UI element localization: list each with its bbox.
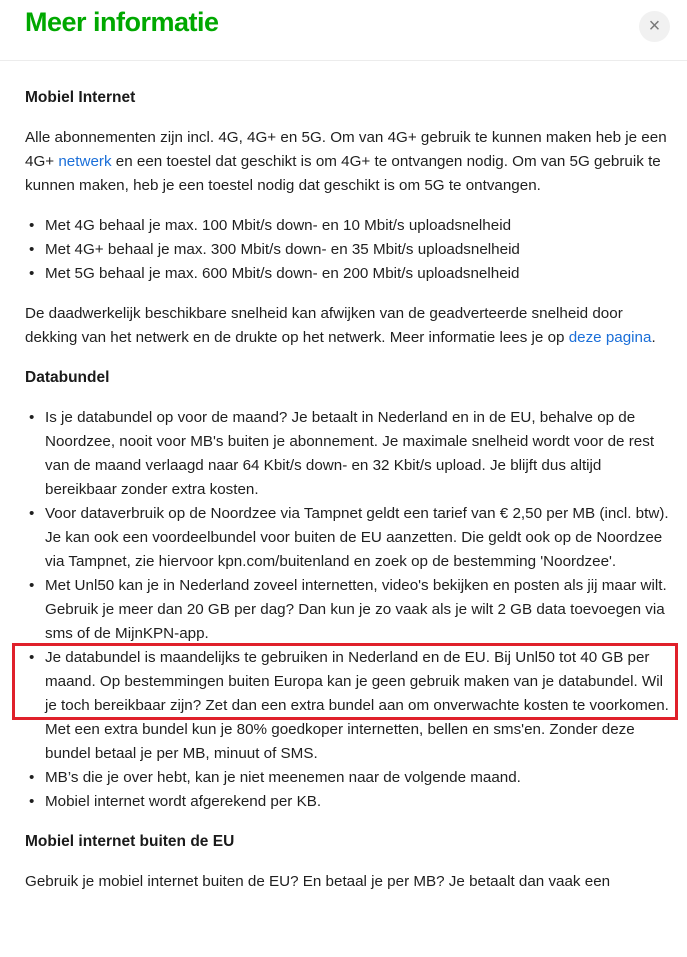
intro-paragraph (25, 126, 675, 198)
section-heading-mobiel-internet: Mobiel Internet (25, 89, 136, 106)
speed-note-text: De daadwerkelijk beschikbare snelheid kan afwijken van de geadverteerde snelheid door dekking van het netwerk en de drukte op het netwerk. Meer informatie lees je op (25, 305, 623, 346)
intro-text-2: en een toestel dat geschikt is om 4G+ te ontvangen nodig. Om van 5G gebruik te kunnen maken, heb je een toestel nodig dat geschikt is om 5G te ontvangen. (25, 153, 661, 194)
list-item: • Is je databundel op voor de maand? Je betaalt in Nederland en in de EU, behalve op de Noordzee, nooit voor MB's buiten je abonnement. Je maximale snelheid wordt voor de rest van de maand verlaagd naar 64 Kbit/s down- en 32 Kbit/s upload. Je blijft dus altijd bereikbaar zonder extra kosten. (25, 406, 675, 502)
deze-pagina-link[interactable]: deze pagina (568, 329, 652, 346)
modal-title: Meer informatie (25, 7, 219, 37)
close-icon: × (648, 15, 661, 37)
speed-list (25, 214, 675, 286)
modal-content (25, 86, 675, 894)
close-button[interactable] (639, 11, 670, 42)
netwerk-link[interactable]: netwerk (58, 153, 112, 170)
section-heading-buiten-eu: Mobiel internet buiten de EU (25, 833, 235, 850)
intro-text: Alle abonnementen zijn incl. 4G, 4G+ en 5G. Om van 4G+ gebruik te kunnen maken heb je een 4G+ (25, 129, 667, 170)
list-item: • Mobiel internet wordt afgerekend per KB. (25, 790, 675, 814)
section-heading-databundel: Databundel (25, 369, 110, 386)
list-item: • Met 4G behaal je max. 100 Mbit/s down- en 10 Mbit/s uploadsnelheid (25, 214, 675, 238)
buiten-eu-paragraph: Gebruik je mobiel internet buiten de EU? En betaal je per MB? Je betaalt dan vaak een (25, 873, 611, 890)
list-item-unl50: • Met Unl50 kan je in Nederland zoveel internetten, video's bekijken en posten als jij maar wilt. Gebruik je meer dan 20 GB per dag? Dan kun je zo vaak als je wilt 2 GB data toevoegen via sms of de MijnKPN-app. (25, 574, 675, 646)
list-item: • Met 5G behaal je max. 600 Mbit/s down- en 200 Mbit/s uploadsnelheid (25, 262, 675, 286)
speed-note (25, 302, 675, 350)
modal-header (0, 0, 687, 61)
databundel-list (25, 406, 675, 814)
speed-note-end: . (651, 329, 656, 346)
list-item: • Met 4G+ behaal je max. 300 Mbit/s down- en 35 Mbit/s uploadsnelheid (25, 238, 675, 262)
list-item: • MB’s die je over hebt, kan je niet meenemen naar de volgende maand. (25, 766, 675, 790)
list-item: • Je databundel is maandelijks te gebruiken in Nederland en de EU. Bij Unl50 tot 40 GB per maand. Op bestemmingen buiten Europa kan je geen gebruik maken van je databundel. Wil je toch bereikbaar zijn? Zet dan een extra bundel aan om onverwachte kosten te voorkomen. Met een extra bundel kun je 80% goedkoper internetten, bellen en sms'en. Zonder deze bundel betaal je per MB, minuut of SMS. (25, 646, 675, 766)
list-item: • Voor dataverbruik op de Noordzee via Tampnet geldt een tarief van € 2,50 per MB (incl. btw). Je kan ook een voordeelbundel voor buiten de EU aanzetten. Die geldt ook op de Noordzee via Tampnet, zie hiervoor kpn.com/buitenland en zoek op de bestemming 'Noordzee'. (25, 502, 675, 574)
